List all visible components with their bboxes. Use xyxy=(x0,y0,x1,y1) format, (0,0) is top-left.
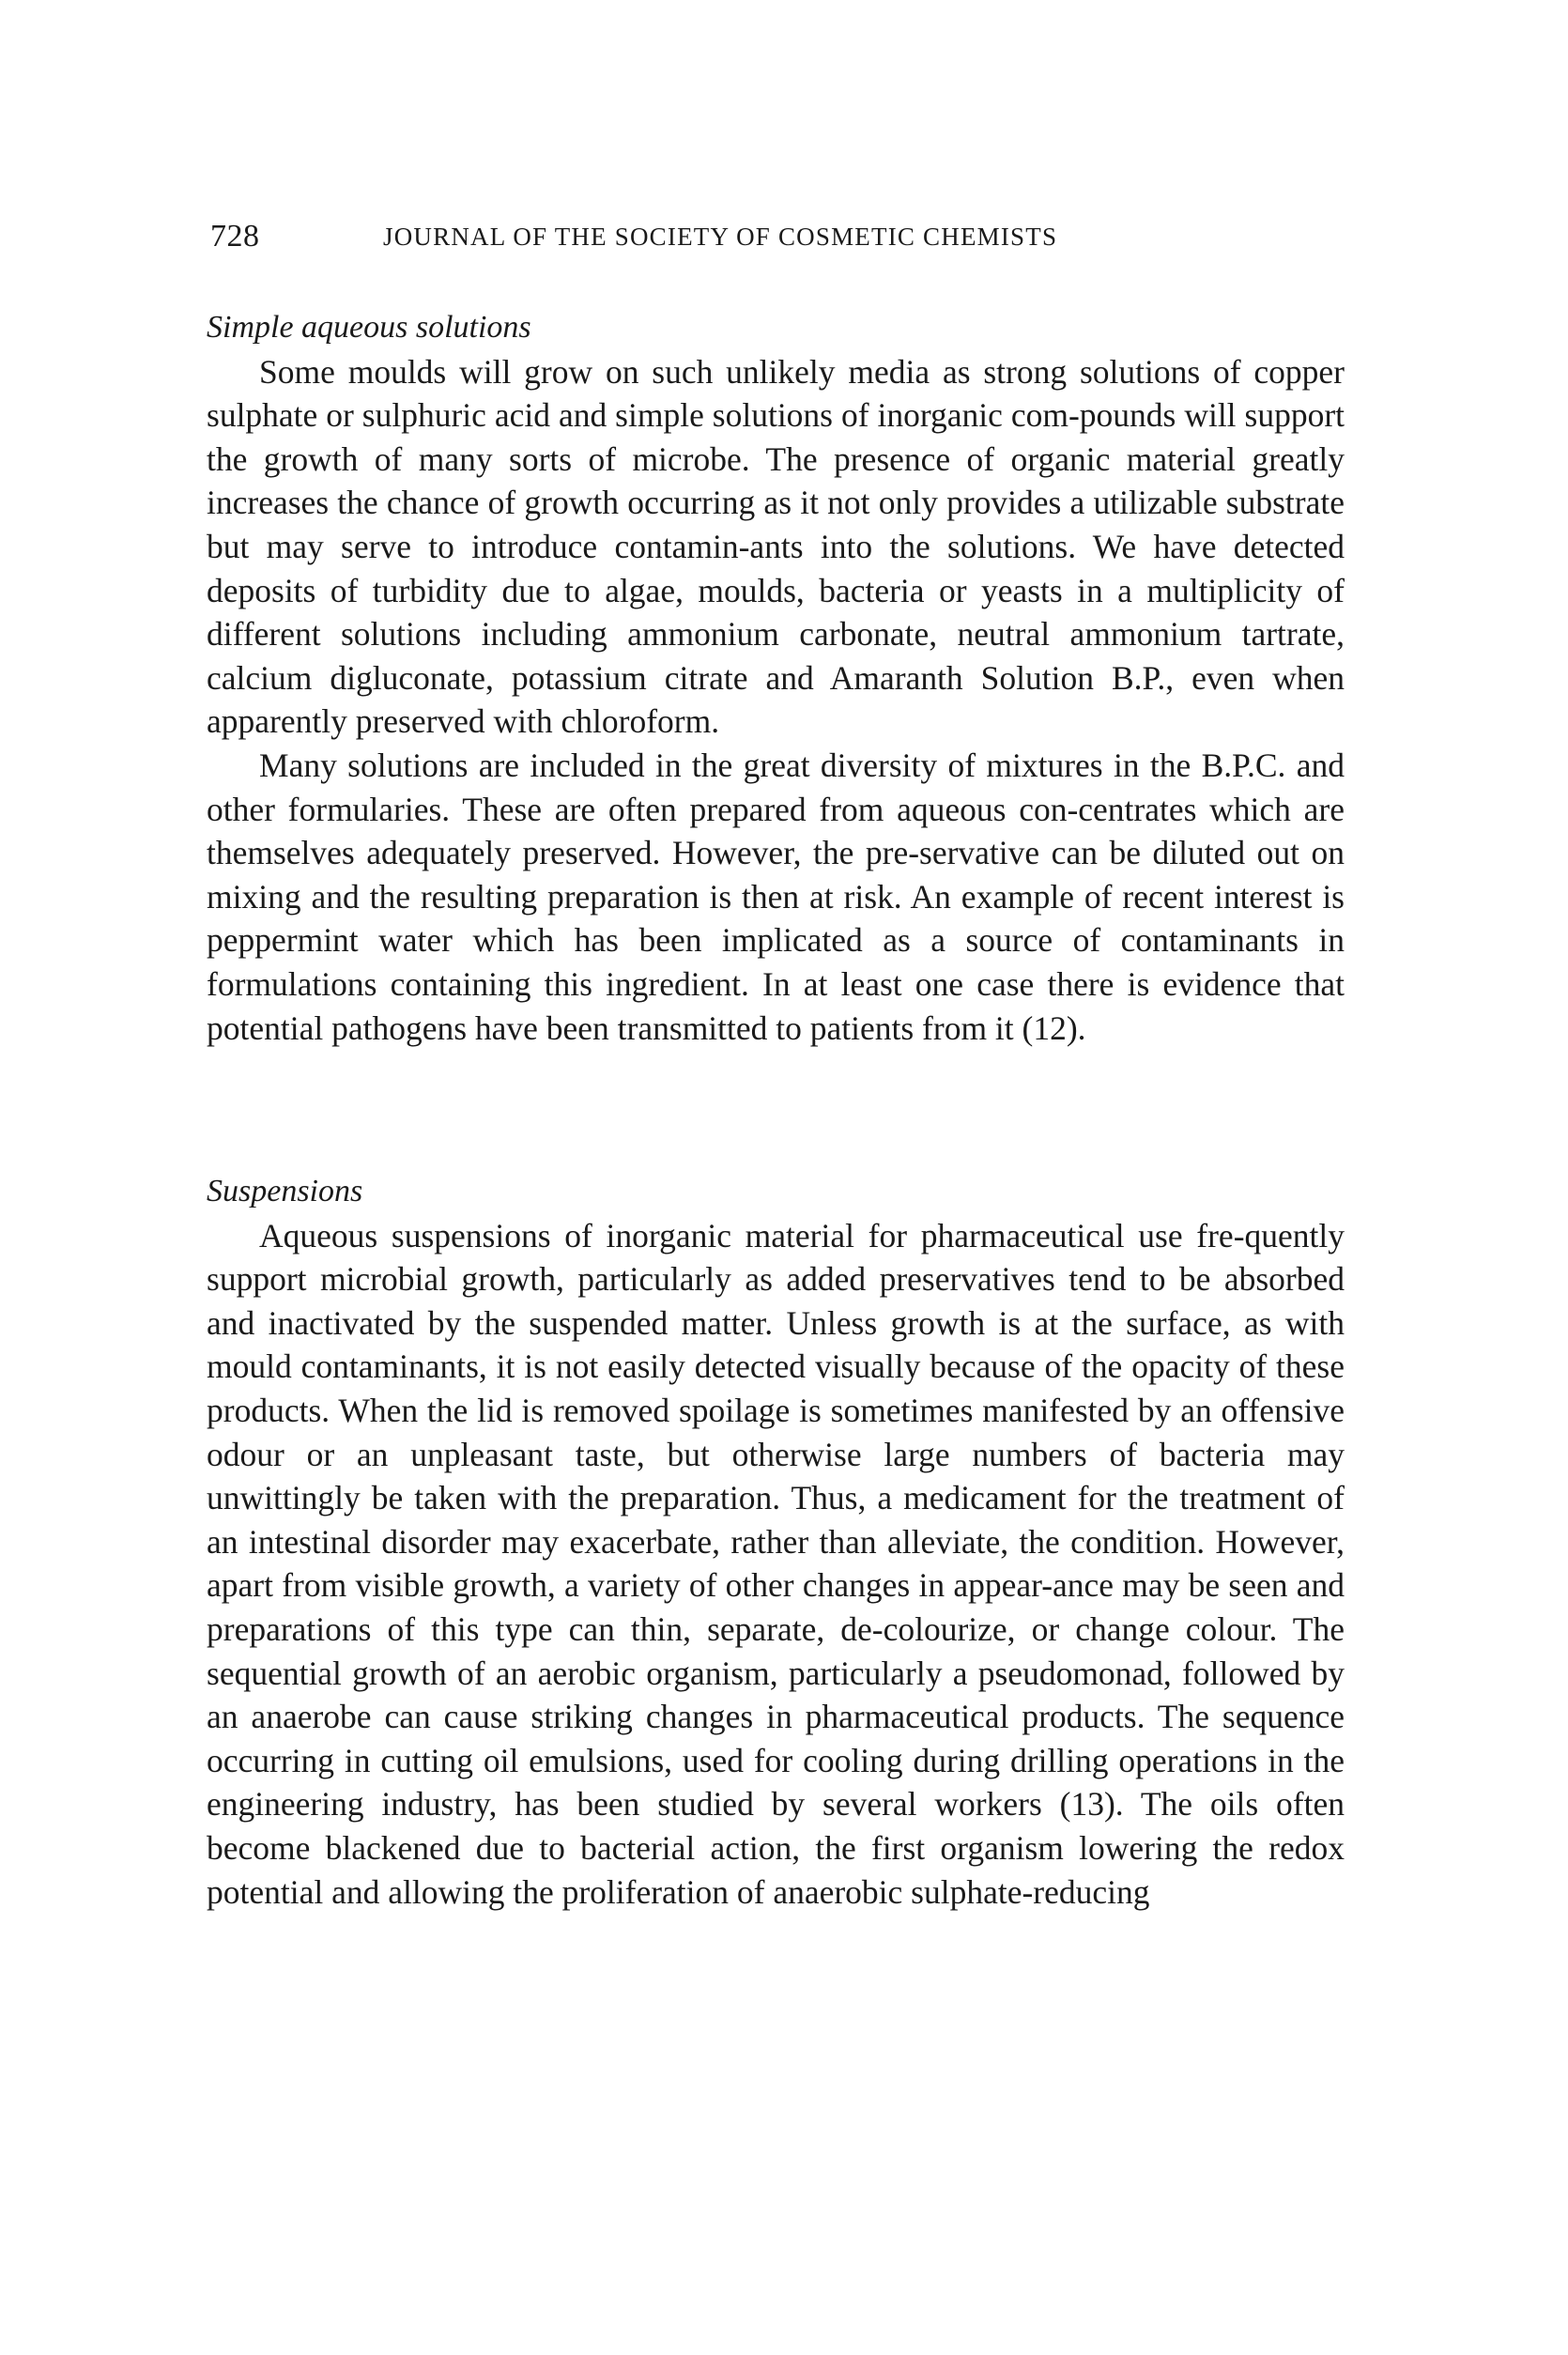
paragraph: Many solutions are included in the great diversity of mixtures in the B.P.C. and other formularies. These are often prepared from aqueous con-centrates which are themselves adequately preserved. However, the pre-servative can be diluted out on mixing and the resulting preparation is then at risk. An example of recent interest is peppermint water which has been implicated as a source of contaminants in formulations containing this ingredient. In at least one case there is evidence that potential pathogens have been transmitted to patients from it (12). xyxy=(207,746,1345,1047)
page-number: 728 xyxy=(210,219,260,254)
section-simple-aqueous-solutions xyxy=(207,306,1345,1050)
section-suspensions xyxy=(207,1170,1345,1914)
paragraph: Some moulds will grow on such unlikely media as strong solutions of copper sulphate or sulphuric acid and simple solutions of inorganic com-pounds will support the growth of many sorts of microbe. The presence of organic material greatly increases the chance of growth occurring as it not only provides a utilizable substrate but may serve to introduce contamin-ants into the solutions. We have detected deposits of turbidity due to algae, moulds, bacteria or yeasts in a multiplicity of different solutions including ammonium carbonate, neutral ammonium tartrate, calcium digluconate, potassium citrate and Amaranth Solution B.P., even when apparently preserved with chloroform. xyxy=(207,352,1345,741)
section-heading: Simple aqueous solutions xyxy=(207,310,531,345)
journal-title: JOURNAL OF THE SOCIETY OF COSMETIC CHEMISTS xyxy=(383,223,1058,251)
section-heading: Suspensions xyxy=(207,1174,363,1208)
paragraph: Aqueous suspensions of inorganic material for pharmaceutical use fre-quently support microbial growth, particularly as added preservatives tend to be absorbed and inactivated by the suspended matter. Unless growth is at the surface, as with mould contaminants, it is not easily detected visually because of the opacity of these products. When the lid is removed spoilage is sometimes manifested by an offensive odour or an unpleasant taste, but otherwise large numbers of bacteria may unwittingly be taken with the preparation. Thus, a medicament for the treatment of an intestinal disorder may exacerbate, rather than alleviate, the condition. However, apart from visible growth, a variety of other changes in appear-ance may be seen and preparations of this type can thin, separate, de-colourize, or change colour. The sequential growth of an aerobic organism, particularly a pseudomonad, followed by an anaerobe can cause striking changes in pharmaceutical products. The sequence occurring in cutting oil emulsions, used for cooling during drilling operations in the engineering industry, has been studied by several workers (13). The oils often become blackened due to bacterial action, the first organism lowering the redox potential and allowing the proliferation of anaerobic sulphate-reducing xyxy=(207,1216,1345,1911)
running-head xyxy=(210,218,1337,255)
